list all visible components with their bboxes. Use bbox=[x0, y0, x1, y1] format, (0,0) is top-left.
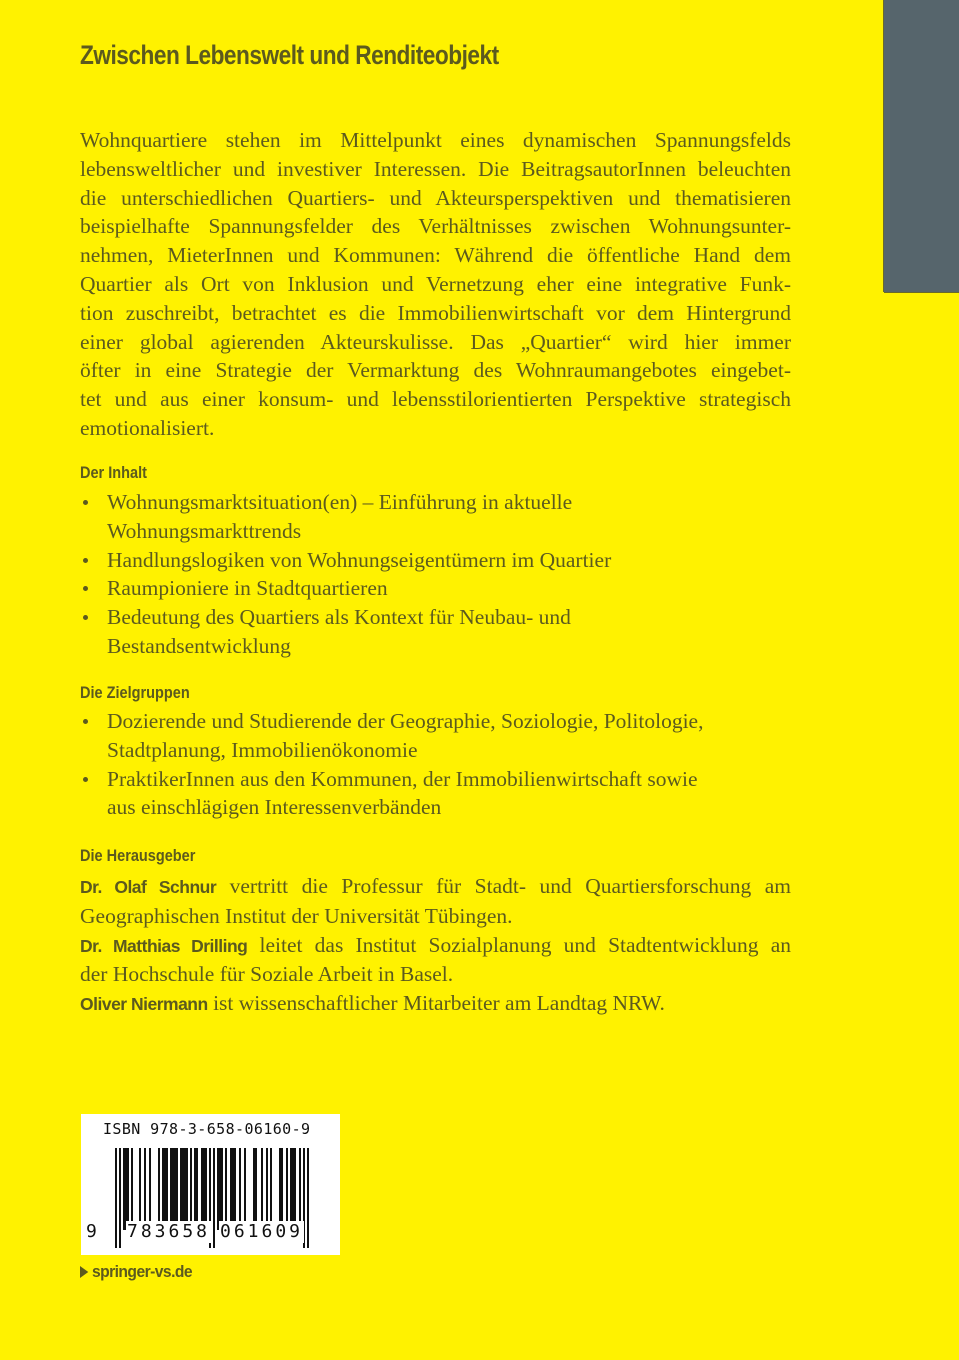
description-line: Quartier als Ort von Inklusion und Vernetzung eher eine integrative Funk- bbox=[80, 271, 791, 296]
editor-name: Oliver Niermann bbox=[80, 994, 208, 1015]
description-line: lebensweltlicher und investiver Interessen. Die BeitragsautorInnen beleuchten bbox=[80, 156, 791, 181]
description-line: die unterschiedlichen Quartiers- und Akteursperspektiven und thematisieren bbox=[80, 185, 791, 210]
description-line: einer global agierenden Akteurskulisse. Das „Quartier“ wird hier immer bbox=[80, 329, 791, 354]
publisher-url: springer-vs.de bbox=[91, 1262, 193, 1281]
book-title: Zwischen Lebenswelt und Renditeobjekt bbox=[80, 40, 499, 70]
audience-heading: Die Zielgruppen bbox=[80, 684, 190, 702]
description-line: nehmen, MieterInnen und Kommunen: Während die öffentliche Hand dem bbox=[80, 243, 791, 268]
list-item: Bedeutung des Quartiers als Kontext für Neubau- und Bestandsentwicklung bbox=[80, 603, 791, 661]
editor-name: Dr. Olaf Schnur bbox=[80, 877, 217, 897]
editor-entry: Oliver Niermann ist wissenschaftlicher Mitarbeiter am Landtag NRW. bbox=[80, 991, 665, 1016]
bullet-icon bbox=[83, 558, 88, 563]
description-line: Wohnquartiere stehen im Mittelpunkt eines dynamischen Spannungsfelds bbox=[80, 128, 791, 152]
editors-list bbox=[80, 872, 791, 1019]
list-item: Raumpioniere in Stadtquartieren bbox=[80, 574, 791, 603]
description-line: emotionalisiert. bbox=[80, 415, 215, 440]
description-line: tion zuschreibt, betrachtet es die Immobilienwirtschaft vor dem Hintergrund bbox=[80, 300, 791, 325]
isbn-label: ISBN 978-3-658-06160-9 bbox=[103, 1120, 311, 1138]
bullet-icon bbox=[83, 719, 88, 724]
audience-list bbox=[80, 707, 791, 822]
description-line: öfter in eine Strategie der Vermarktung des Wohnraumangebotes eingebet- bbox=[80, 358, 791, 383]
bullet-icon bbox=[83, 500, 88, 505]
ean-left-digits: 783658 bbox=[127, 1221, 211, 1242]
description-paragraph bbox=[80, 126, 791, 443]
ean-right-digits: 061609 bbox=[220, 1221, 304, 1242]
decorative-side-bar bbox=[884, 0, 959, 292]
ean-lead-digit: 9 bbox=[86, 1221, 97, 1242]
editors-heading: Die Herausgeber bbox=[80, 847, 196, 865]
list-item: Dozierende und Studierende der Geographie, Soziologie, Politologie, Stadtplanung, Immobilienökonomie bbox=[80, 707, 791, 765]
publisher-link[interactable] bbox=[80, 1262, 192, 1282]
editor-entry: Dr. Matthias Drilling leitet das Institut Sozialplanung und Stadtentwicklung an bbox=[80, 932, 791, 957]
bullet-icon bbox=[83, 777, 88, 782]
editor-entry: Dr. Olaf Schnur vertritt die Professur für Stadt- und Quartiersforschung am bbox=[80, 874, 792, 898]
bullet-icon bbox=[83, 586, 88, 591]
isbn-barcode bbox=[81, 1114, 340, 1255]
bullet-icon bbox=[83, 615, 88, 620]
list-item: Wohnungsmarktsituation(en) – Einführung in aktuelle Wohnungsmarkttrends bbox=[80, 488, 791, 546]
contents-heading: Der Inhalt bbox=[80, 464, 147, 482]
editor-name: Dr. Matthias Drilling bbox=[80, 935, 248, 956]
list-item: PraktikerInnen aus den Kommunen, der Immobilienwirtschaft sowie aus einschlägigen Interessenverbänden bbox=[80, 765, 791, 823]
description-line: tet und aus einer konsum- und lebensstilorientierten Perspektive strategisch bbox=[80, 387, 791, 412]
list-item: Handlungslogiken von Wohnungseigentümern im Quartier bbox=[80, 546, 791, 575]
editor-entry-cont: der Hochschule für Soziale Arbeit in Basel. bbox=[80, 962, 454, 987]
editor-entry-cont: Geographischen Institut der Universität Tübingen. bbox=[80, 903, 513, 928]
description-line: beispielhafte Spannungsfelder des Verhältnisses zwischen Wohnungsunter- bbox=[80, 214, 791, 239]
play-triangle-icon bbox=[80, 1266, 88, 1278]
contents-list bbox=[80, 488, 791, 661]
